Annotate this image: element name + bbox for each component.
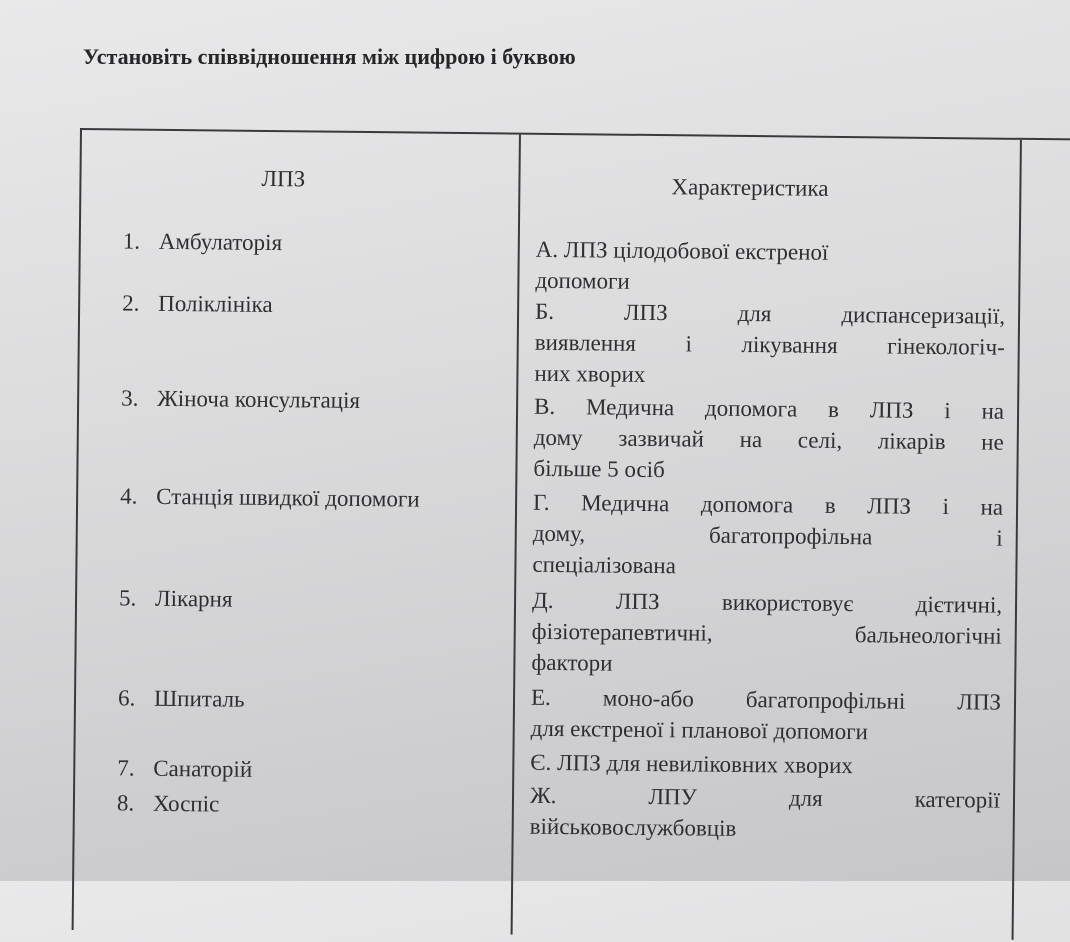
item-label: Станція швидкої допомоги bbox=[156, 483, 420, 512]
item-label: Хоспіс bbox=[152, 790, 220, 817]
characteristic-line: дому, багатопрофільна і bbox=[532, 520, 1003, 551]
item-number: 2. bbox=[122, 290, 140, 316]
table-right-border bbox=[1012, 140, 1022, 940]
item-label: Поліклініка bbox=[158, 290, 273, 318]
characteristic-line: спеціалізована bbox=[532, 551, 677, 579]
right-item-a bbox=[535, 234, 1006, 301]
characteristic-line: допомоги bbox=[535, 267, 630, 294]
right-item-g bbox=[532, 487, 1003, 585]
item-number: 5. bbox=[118, 585, 137, 611]
right-item-zh bbox=[530, 780, 1001, 847]
characteristic-line: Е. моно-або багатопрофільні ЛПЗ bbox=[530, 684, 1002, 715]
characteristic-line: них хворих bbox=[534, 360, 646, 387]
characteristic-line: Б. ЛПЗ для диспансеризації, bbox=[534, 298, 1006, 329]
left-item-7 bbox=[117, 755, 252, 782]
left-item-8 bbox=[117, 790, 220, 817]
task-title: Установіть співвідношення між цифрою і буквою bbox=[83, 44, 576, 69]
item-number: 8. bbox=[116, 790, 135, 816]
left-item-2 bbox=[122, 290, 273, 318]
left-item-6 bbox=[118, 685, 245, 712]
characteristic-line: Ж. ЛПУ для категорії bbox=[529, 782, 1001, 813]
item-label: Амбулаторія bbox=[158, 228, 283, 256]
item-label: Шпиталь bbox=[153, 685, 245, 712]
characteristic-line: виявлення і лікування гінекологіч- bbox=[534, 329, 1005, 360]
right-item-b bbox=[534, 296, 1005, 394]
characteristic-line: для екстреної і планової допомоги bbox=[530, 715, 869, 745]
item-number: 4. bbox=[120, 483, 138, 509]
left-item-1 bbox=[123, 228, 283, 256]
item-number: 1. bbox=[122, 228, 141, 254]
right-item-d bbox=[531, 585, 1002, 683]
characteristic-line: дому зазвичай на селі, лікарів не bbox=[533, 424, 1004, 455]
item-number: 3. bbox=[121, 385, 139, 411]
characteristic-line: Г. Медична допомога в ЛПЗ і на bbox=[532, 489, 1004, 520]
matching-table bbox=[72, 128, 1070, 941]
item-label: Лікарня bbox=[154, 585, 233, 612]
left-item-5 bbox=[119, 585, 233, 612]
header-characteristic: Характеристика bbox=[671, 174, 829, 201]
item-number: 7. bbox=[117, 755, 135, 781]
left-item-4 bbox=[120, 483, 420, 512]
right-item-v bbox=[533, 391, 1004, 489]
characteristic-line: Д. ЛПЗ використовує дієтичні, bbox=[531, 587, 1003, 618]
column-divider bbox=[511, 135, 521, 935]
characteristic-line: А. ЛПЗ цілодобової екстреної bbox=[535, 236, 829, 265]
item-number: 6. bbox=[117, 685, 136, 711]
characteristic-line: фізіотерапевтичні, бальнеологічні bbox=[531, 618, 1002, 649]
characteristic-line: фактори bbox=[531, 649, 613, 676]
characteristic-line: Є. ЛПЗ для невиліковних хворих bbox=[530, 749, 853, 779]
item-label: Санаторій bbox=[153, 755, 253, 782]
header-lpz: ЛПЗ bbox=[261, 165, 306, 192]
item-label: Жіноча консультація bbox=[157, 385, 361, 413]
left-item-3 bbox=[121, 385, 360, 413]
right-item-e bbox=[531, 682, 1002, 749]
characteristic-line: військовослужбовців bbox=[529, 813, 737, 841]
characteristic-line: В. Медична допомога в ЛПЗ і на bbox=[533, 393, 1005, 424]
characteristic-line: більше 5 осіб bbox=[533, 455, 665, 483]
right-item-ye bbox=[530, 747, 1000, 783]
